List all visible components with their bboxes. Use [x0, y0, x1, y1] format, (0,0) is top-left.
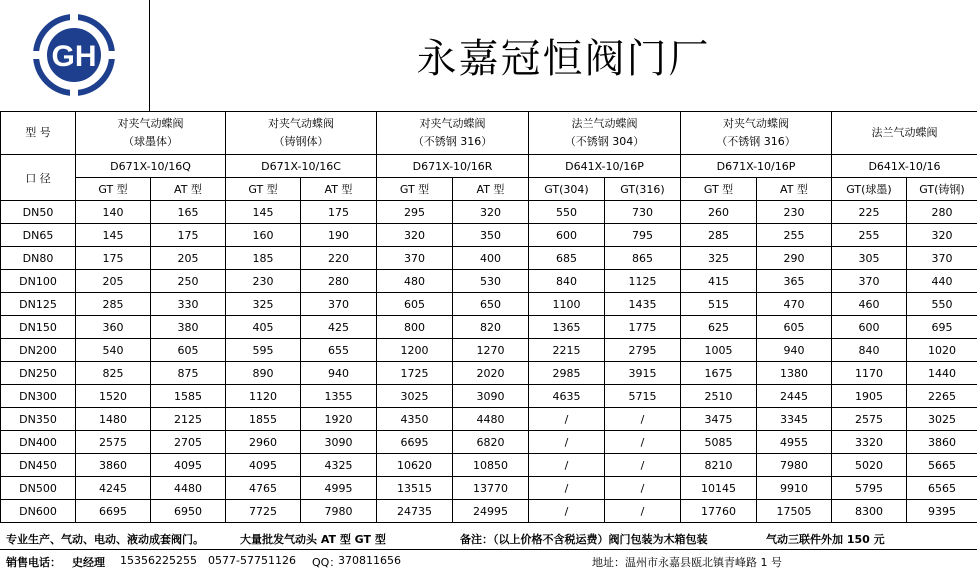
price-cell: 280: [301, 270, 377, 293]
size-label: 口 径: [1, 155, 76, 201]
price-cell: 10620: [377, 454, 453, 477]
price-cell: 1855: [226, 408, 301, 431]
group-code: D671X-10/16P: [681, 155, 832, 178]
price-cell: 160: [226, 224, 301, 247]
size-cell: DN500: [1, 477, 76, 500]
group-code: D671X-10/16C: [226, 155, 377, 178]
company-logo: [33, 14, 115, 96]
price-cell: 285: [681, 224, 757, 247]
price-cell: 600: [832, 316, 907, 339]
price-cell: 145: [76, 224, 151, 247]
group-name: 对夹气动蝶阀: [723, 117, 789, 130]
footer-notes: [0, 527, 977, 550]
price-cell: 1480: [76, 408, 151, 431]
price-cell: 2445: [757, 385, 832, 408]
table-row: [1, 293, 977, 316]
group-material: （不锈钢 304）: [564, 135, 645, 148]
price-cell: 290: [757, 247, 832, 270]
price-cell: 820: [453, 316, 529, 339]
price-cell: 9910: [757, 477, 832, 500]
price-cell: 285: [76, 293, 151, 316]
price-cell: 3320: [832, 431, 907, 454]
size-cell: DN125: [1, 293, 76, 316]
price-cell: 1775: [605, 316, 681, 339]
price-cell: 205: [76, 270, 151, 293]
price-cell: 10145: [681, 477, 757, 500]
price-cell: 515: [681, 293, 757, 316]
logo-notch-top: [70, 14, 78, 24]
size-cell: DN150: [1, 316, 76, 339]
price-cell: 4635: [529, 385, 605, 408]
price-cell: 685: [529, 247, 605, 270]
group-header: [226, 112, 377, 155]
price-cell: /: [529, 477, 605, 500]
price-cell: 460: [832, 293, 907, 316]
price-cell: 3025: [907, 408, 977, 431]
group-header: [832, 112, 977, 155]
footer-addon: 气动三联件外加 150 元: [766, 533, 885, 546]
qq-number: 370811656: [338, 554, 401, 567]
price-cell: 360: [76, 316, 151, 339]
subtype-label: GT(铸钢): [907, 178, 977, 201]
logo-notch-right: [105, 51, 115, 59]
size-cell: DN65: [1, 224, 76, 247]
price-cell: 7725: [226, 500, 301, 523]
group-material: （球墨体）: [123, 135, 178, 148]
price-cell: /: [605, 477, 681, 500]
table-row: [1, 316, 977, 339]
price-cell: 6950: [151, 500, 226, 523]
subtype-label: AT 型: [453, 178, 529, 201]
company-title: 永嘉冠恒阀门厂: [416, 36, 711, 82]
table-row: [1, 454, 977, 477]
price-cell: 3090: [301, 431, 377, 454]
phone-number: 0577-57751126: [208, 554, 296, 567]
price-cell: 1005: [681, 339, 757, 362]
price-cell: 1520: [76, 385, 151, 408]
subtype-label: GT 型: [226, 178, 301, 201]
price-cell: 605: [151, 339, 226, 362]
price-cell: 1020: [907, 339, 977, 362]
price-cell: 165: [151, 201, 226, 224]
price-cell: 2960: [226, 431, 301, 454]
price-cell: 140: [76, 201, 151, 224]
group-header: [377, 112, 529, 155]
price-cell: 440: [907, 270, 977, 293]
footer-wholesale: 大量批发气动头 AT 型 GT 型: [240, 533, 386, 546]
group-name: 对夹气动蝶阀: [419, 117, 486, 130]
subtype-label: GT(球墨): [832, 178, 907, 201]
price-cell: 2265: [907, 385, 977, 408]
price-cell: 470: [757, 293, 832, 316]
price-cell: 320: [907, 224, 977, 247]
price-cell: 595: [226, 339, 301, 362]
group-code: D671X-10/16R: [377, 155, 529, 178]
price-cell: 875: [151, 362, 226, 385]
header: [0, 0, 977, 111]
price-cell: 325: [681, 247, 757, 270]
price-cell: 220: [301, 247, 377, 270]
group-material: （铸钢体）: [273, 135, 329, 148]
price-cell: 175: [76, 247, 151, 270]
price-cell: 890: [226, 362, 301, 385]
price-cell: 1380: [757, 362, 832, 385]
price-cell: 17760: [681, 500, 757, 523]
header-row-names: [1, 112, 977, 155]
price-cell: 6695: [377, 431, 453, 454]
group-name: 对夹气动蝶阀: [117, 117, 184, 130]
subtype-label: GT 型: [377, 178, 453, 201]
price-cell: 2510: [681, 385, 757, 408]
price-cell: 6565: [907, 477, 977, 500]
subtype-label: AT 型: [301, 178, 377, 201]
table-row: [1, 500, 977, 523]
table-row: [1, 408, 977, 431]
price-cell: 370: [832, 270, 907, 293]
address: 地址：温州市永嘉县瓯北镇青峰路 1 号: [592, 556, 782, 569]
price-cell: 3025: [377, 385, 453, 408]
subtype-label: GT(316): [605, 178, 681, 201]
price-cell: 5665: [907, 454, 977, 477]
price-cell: 13515: [377, 477, 453, 500]
price-cell: 3860: [76, 454, 151, 477]
price-cell: 4350: [377, 408, 453, 431]
price-cell: 3090: [453, 385, 529, 408]
subtype-label: GT 型: [76, 178, 151, 201]
price-cell: 1920: [301, 408, 377, 431]
table-row: [1, 247, 977, 270]
footer-production: 专业生产、气动、电动、液动成套阀门。: [6, 533, 204, 546]
header-row-codes: [1, 155, 977, 178]
price-cell: 320: [377, 224, 453, 247]
price-cell: /: [529, 500, 605, 523]
table-row: [1, 339, 977, 362]
price-cell: 540: [76, 339, 151, 362]
price-cell: /: [605, 408, 681, 431]
price-cell: 7980: [757, 454, 832, 477]
price-cell: 255: [832, 224, 907, 247]
price-cell: 230: [757, 201, 832, 224]
price-cell: 2215: [529, 339, 605, 362]
price-cell: 230: [226, 270, 301, 293]
price-cell: 865: [605, 247, 681, 270]
price-cell: 10850: [453, 454, 529, 477]
price-cell: 5795: [832, 477, 907, 500]
price-cell: 205: [151, 247, 226, 270]
price-cell: 4955: [757, 431, 832, 454]
subtype-label: AT 型: [151, 178, 226, 201]
size-cell: DN450: [1, 454, 76, 477]
price-cell: 295: [377, 201, 453, 224]
price-cell: 550: [907, 293, 977, 316]
price-cell: 225: [832, 201, 907, 224]
price-cell: 190: [301, 224, 377, 247]
price-cell: 17505: [757, 500, 832, 523]
price-cell: 330: [151, 293, 226, 316]
table-row: [1, 477, 977, 500]
price-cell: 425: [301, 316, 377, 339]
price-cell: 1365: [529, 316, 605, 339]
price-cell: 4095: [226, 454, 301, 477]
group-code: D671X-10/16Q: [76, 155, 226, 178]
price-cell: 380: [151, 316, 226, 339]
price-cell: 4095: [151, 454, 226, 477]
price-cell: 260: [681, 201, 757, 224]
price-cell: 5715: [605, 385, 681, 408]
price-cell: 5020: [832, 454, 907, 477]
price-cell: 730: [605, 201, 681, 224]
price-cell: 3345: [757, 408, 832, 431]
price-cell: 175: [301, 201, 377, 224]
group-header: [529, 112, 681, 155]
size-cell: DN50: [1, 201, 76, 224]
price-cell: /: [529, 454, 605, 477]
price-cell: 400: [453, 247, 529, 270]
price-cell: 1585: [151, 385, 226, 408]
group-code: D641X-10/16: [832, 155, 977, 178]
table-row: [1, 431, 977, 454]
price-cell: 625: [681, 316, 757, 339]
logo-letters: GH: [51, 40, 97, 73]
price-cell: 1200: [377, 339, 453, 362]
size-cell: DN300: [1, 385, 76, 408]
price-cell: 840: [529, 270, 605, 293]
logo-notch-left: [33, 51, 43, 59]
price-cell: 825: [76, 362, 151, 385]
subtype-label: GT(304): [529, 178, 605, 201]
price-cell: 530: [453, 270, 529, 293]
price-cell: 650: [453, 293, 529, 316]
price-cell: 370: [301, 293, 377, 316]
mobile-number: 15356225255: [120, 554, 197, 567]
price-cell: 2125: [151, 408, 226, 431]
price-cell: 7980: [301, 500, 377, 523]
price-cell: 280: [907, 201, 977, 224]
price-cell: 365: [757, 270, 832, 293]
price-cell: 6820: [453, 431, 529, 454]
contact-name: 史经理: [72, 556, 105, 569]
table-row: [1, 201, 977, 224]
price-cell: 1725: [377, 362, 453, 385]
group-code: D641X-10/16P: [529, 155, 681, 178]
price-cell: 6695: [76, 500, 151, 523]
price-cell: /: [605, 500, 681, 523]
price-cell: 1355: [301, 385, 377, 408]
price-cell: 840: [832, 339, 907, 362]
price-cell: 1435: [605, 293, 681, 316]
size-cell: DN200: [1, 339, 76, 362]
price-cell: 940: [757, 339, 832, 362]
price-cell: 4245: [76, 477, 151, 500]
price-cell: 405: [226, 316, 301, 339]
price-cell: 480: [377, 270, 453, 293]
subtype-label: AT 型: [757, 178, 832, 201]
price-cell: 370: [377, 247, 453, 270]
price-cell: 4995: [301, 477, 377, 500]
group-material: （不锈钢 316）: [412, 135, 493, 148]
model-label: 型 号: [1, 112, 76, 155]
price-cell: 4765: [226, 477, 301, 500]
price-cell: 370: [907, 247, 977, 270]
price-cell: 4325: [301, 454, 377, 477]
price-cell: /: [529, 431, 605, 454]
price-cell: 3475: [681, 408, 757, 431]
qq-label: QQ：: [312, 556, 341, 569]
group-name: 法兰气动蝶阀: [571, 117, 638, 130]
price-cell: 250: [151, 270, 226, 293]
logo-cell: [0, 0, 150, 111]
size-cell: DN80: [1, 247, 76, 270]
price-cell: 1440: [907, 362, 977, 385]
price-cell: 8210: [681, 454, 757, 477]
price-cell: /: [529, 408, 605, 431]
price-cell: 1675: [681, 362, 757, 385]
price-cell: 2575: [832, 408, 907, 431]
footer-contact: [0, 550, 977, 571]
price-cell: 4480: [453, 408, 529, 431]
table-row: [1, 270, 977, 293]
price-cell: 2575: [76, 431, 151, 454]
group-name: 对夹气动蝶阀: [268, 117, 334, 130]
price-cell: 940: [301, 362, 377, 385]
price-cell: 1125: [605, 270, 681, 293]
price-cell: 145: [226, 201, 301, 224]
size-cell: DN250: [1, 362, 76, 385]
logo-notch-bottom: [70, 86, 78, 96]
group-name: 法兰气动蝶阀: [871, 126, 938, 139]
size-cell: DN100: [1, 270, 76, 293]
price-cell: 800: [377, 316, 453, 339]
price-cell: 695: [907, 316, 977, 339]
price-cell: 3915: [605, 362, 681, 385]
price-cell: 24735: [377, 500, 453, 523]
price-cell: 350: [453, 224, 529, 247]
size-cell: DN350: [1, 408, 76, 431]
size-cell: DN600: [1, 500, 76, 523]
price-cell: 550: [529, 201, 605, 224]
price-cell: 655: [301, 339, 377, 362]
price-cell: 9395: [907, 500, 977, 523]
price-cell: 605: [757, 316, 832, 339]
subtype-label: GT 型: [681, 178, 757, 201]
price-cell: 1905: [832, 385, 907, 408]
price-table: [0, 111, 977, 523]
size-cell: DN400: [1, 431, 76, 454]
price-cell: 305: [832, 247, 907, 270]
sales-label: 销售电话：: [6, 556, 61, 569]
price-cell: 795: [605, 224, 681, 247]
header-row-subtypes: [1, 178, 977, 201]
price-cell: 2985: [529, 362, 605, 385]
price-cell: 3860: [907, 431, 977, 454]
price-cell: 13770: [453, 477, 529, 500]
price-cell: 600: [529, 224, 605, 247]
price-cell: 255: [757, 224, 832, 247]
price-cell: 1100: [529, 293, 605, 316]
table-row: [1, 362, 977, 385]
price-cell: 185: [226, 247, 301, 270]
price-cell: 605: [377, 293, 453, 316]
price-cell: /: [605, 431, 681, 454]
price-cell: 4480: [151, 477, 226, 500]
price-cell: 24995: [453, 500, 529, 523]
price-cell: 415: [681, 270, 757, 293]
group-header: [681, 112, 832, 155]
group-header: [76, 112, 226, 155]
price-cell: 1270: [453, 339, 529, 362]
price-cell: 1170: [832, 362, 907, 385]
group-material: （不锈钢 316）: [716, 135, 796, 148]
table-row: [1, 385, 977, 408]
price-cell: 2020: [453, 362, 529, 385]
price-cell: 320: [453, 201, 529, 224]
price-cell: 2795: [605, 339, 681, 362]
price-cell: 175: [151, 224, 226, 247]
price-cell: 1120: [226, 385, 301, 408]
table-row: [1, 224, 977, 247]
price-cell: 5085: [681, 431, 757, 454]
price-cell: 8300: [832, 500, 907, 523]
price-cell: /: [605, 454, 681, 477]
price-cell: 2705: [151, 431, 226, 454]
price-cell: 325: [226, 293, 301, 316]
footer-remark: 备注：（以上价格不含税运费）阀门包装为木箱包装: [460, 533, 708, 546]
